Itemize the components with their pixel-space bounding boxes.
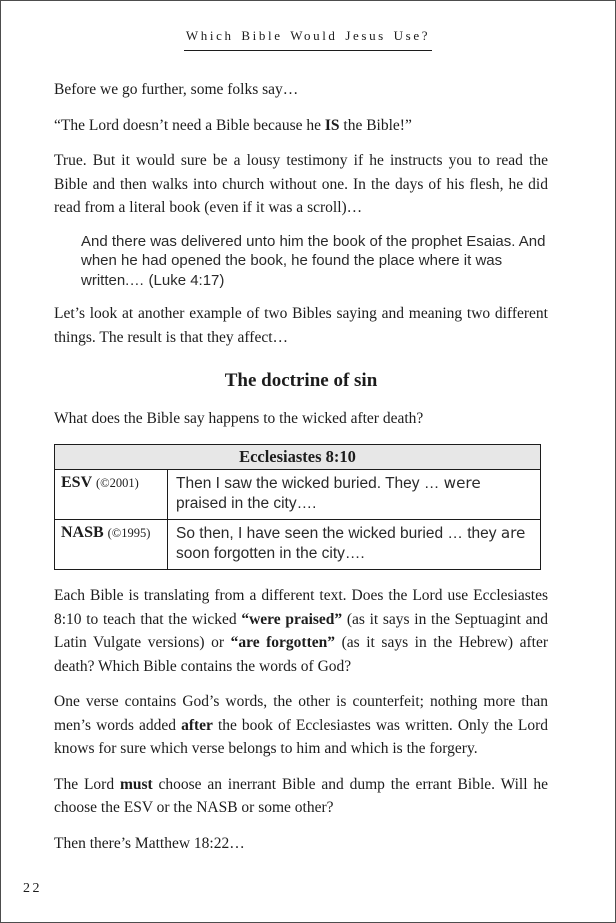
paragraph-text: choose an inerrant Bible and dump the errant Bible. Will he choose the ESV or the NASB or some other? (54, 775, 548, 816)
running-header-rule (184, 50, 432, 51)
version-cell (55, 520, 168, 570)
emphasis-must: must (119, 775, 153, 793)
version-cell (55, 470, 168, 520)
paragraph-intro: Before we go further, some folks say… (54, 81, 299, 98)
table-row (55, 470, 541, 520)
bible-comparison-table (54, 444, 541, 570)
emphasis-after: after (181, 716, 213, 734)
paragraph-text: the book of Ecclesiastes was written. Only the Lord knows for sure which verse belongs to him and which is the forgery. (54, 716, 548, 757)
verse-emphasis: are (500, 524, 526, 542)
verse-quote-cell (168, 520, 541, 570)
page-number: 22 (23, 881, 42, 896)
version-name: NASB (61, 524, 104, 541)
paragraph-counterfeit (54, 690, 548, 761)
verse-text: Then I saw the wicked buried. They … (176, 475, 444, 492)
emphasis-are-forgotten: “are forgotten” (230, 634, 336, 651)
table-row (55, 520, 541, 570)
paragraph-each-bible (54, 584, 548, 678)
paragraph-text: (as it says in the Septuagint and Latin Vulgate versions) or (54, 610, 548, 651)
table-title: Ecclesiastes 8:10 (55, 445, 541, 470)
paragraph-text: (as it says in the Hebrew) after death? Which Bible contains the words of God? (54, 634, 548, 675)
paragraph-quote-claim (54, 114, 548, 138)
running-header (1, 27, 615, 51)
paragraph-text: The Lord (54, 775, 120, 793)
version-copyright: (©1995) (107, 526, 151, 540)
paragraph-text: Each Bible is translating from a different text. Does the Lord use Ecclesiastes 8:10 to teach that the wicked (54, 587, 548, 628)
emphasis-were-praised: “were praised” (241, 610, 343, 628)
paragraph-lord-must-choose (54, 773, 548, 820)
verse-text: soon forgotten in the city…. (176, 545, 365, 562)
emphasis-is: IS (324, 116, 340, 134)
paragraph-question: What does the Bible say happens to the wicked after death? (54, 409, 424, 427)
scripture-blockquote: And there was delivered unto him the book of the prophet Esaias. And when he had opened the book, he found the place where it was written.… (Luke 4:17) (81, 232, 546, 289)
section-heading: The doctrine of sin (224, 370, 378, 391)
running-header-title: Which Bible Would Jesus Use? (185, 28, 431, 43)
table-header-row (55, 445, 541, 470)
version-copyright: (©2001) (96, 476, 139, 490)
page-body (1, 78, 615, 855)
verse-emphasis: were (443, 474, 481, 492)
paragraph-matthew: Then there’s Matthew 18:22… (54, 834, 245, 852)
paragraph-text: One verse contains God’s words, the other is counterfeit; nothing more than men’s words added (54, 693, 548, 734)
paragraph-true-testimony: True. But it would sure be a lousy testimony if he instructs you to read the Bible and then walks into church without one. In the days of his flesh, he did read from a literal book (even if it was a scroll)… (54, 152, 548, 216)
verse-quote-cell (168, 470, 541, 520)
version-name: ESV (61, 474, 93, 491)
verse-text: So then, I have seen the wicked buried … they (176, 525, 501, 542)
verse-text: praised in the city…. (176, 495, 317, 512)
paragraph-another-example: Let’s look at another example of two Bibles saying and meaning two different things. The result is that they affect… (54, 305, 548, 346)
paragraph-text: the Bible!” (339, 116, 412, 134)
paragraph-text: “The Lord doesn’t need a Bible because he (54, 116, 325, 134)
